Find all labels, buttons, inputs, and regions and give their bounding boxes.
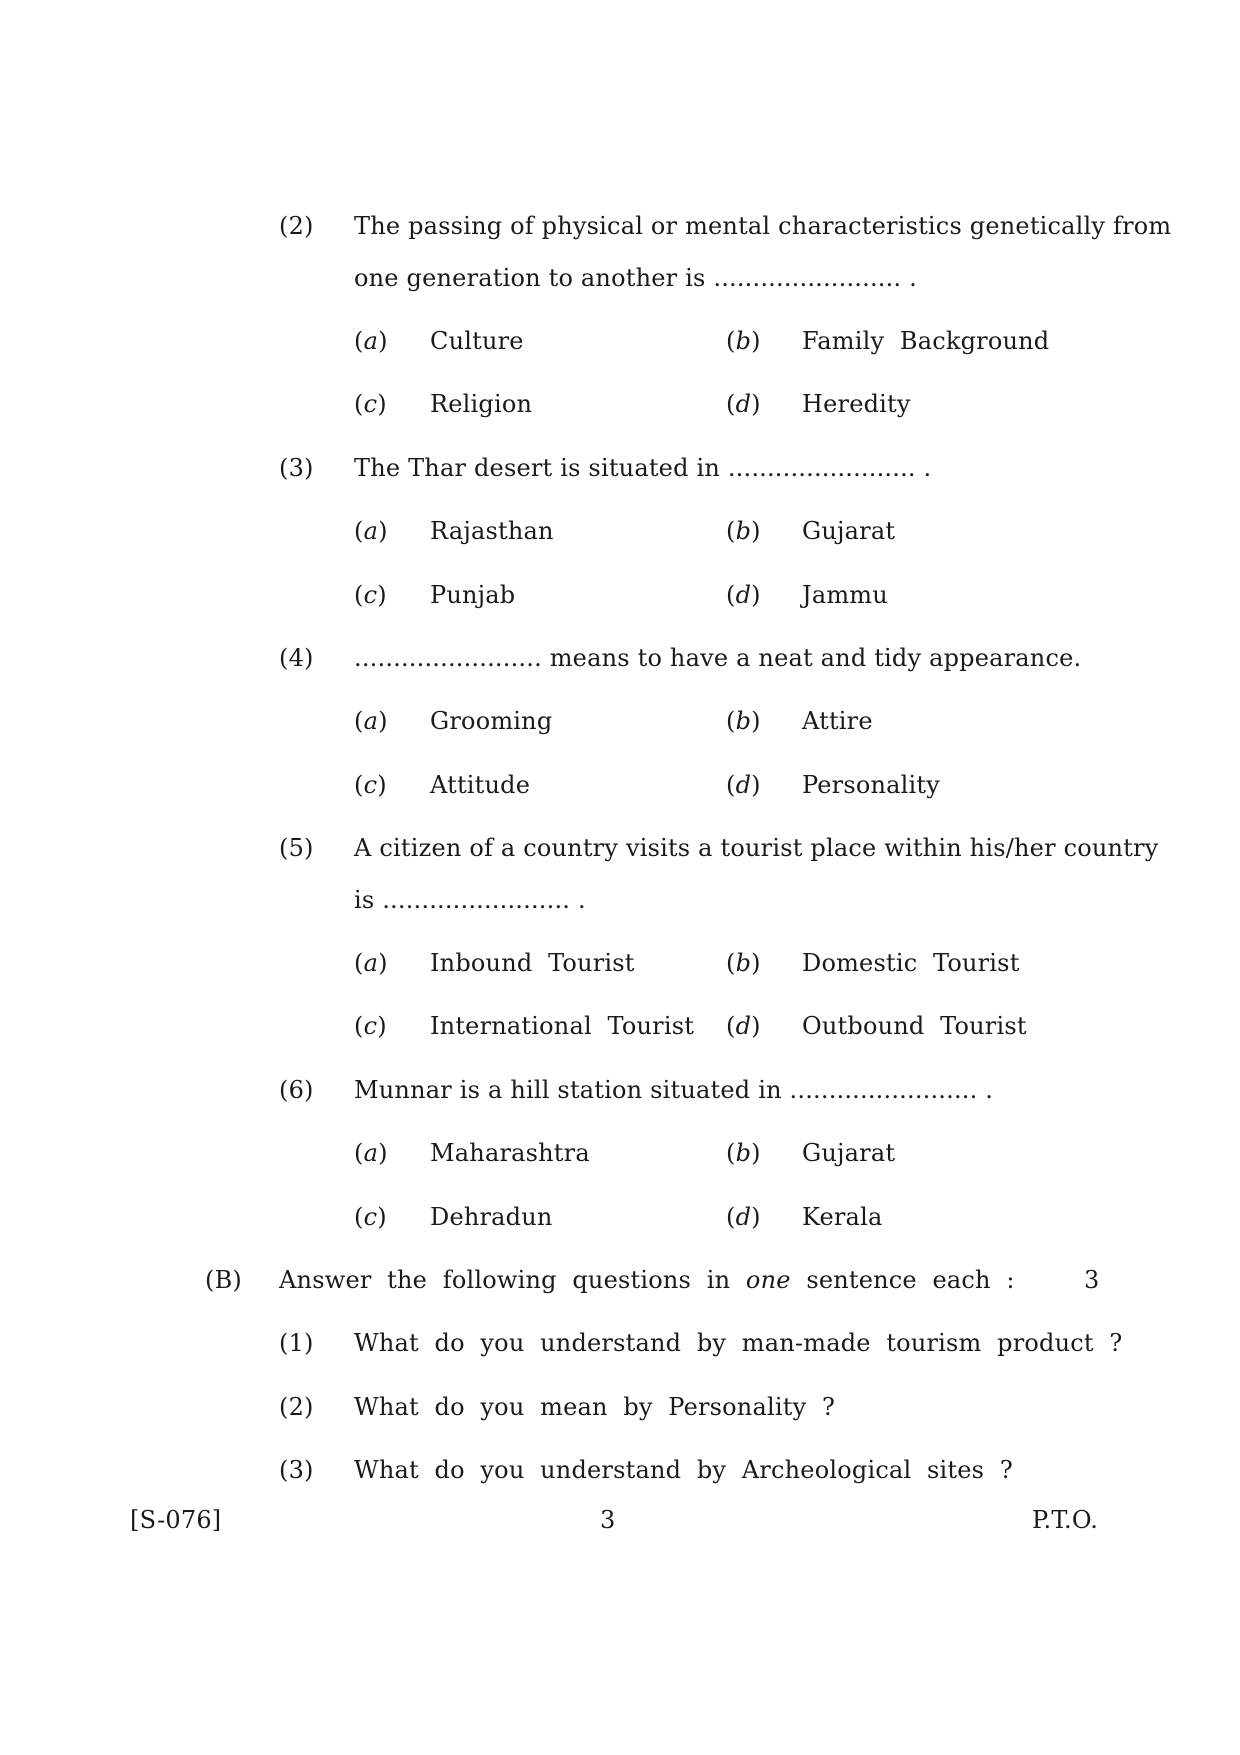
question-text-line: What do you understand by man-made tourism product ? xyxy=(354,1329,1123,1357)
paper-code: [S-076] xyxy=(130,1506,222,1534)
pto-label: P.T.O. xyxy=(1032,1506,1099,1534)
option-text: Punjab xyxy=(430,581,516,609)
question-text-line: Munnar is a hill station situated in ........................ . xyxy=(354,1076,994,1104)
option-label: (c) xyxy=(354,581,387,609)
option-label: (b) xyxy=(726,327,761,355)
question-text-line: A citizen of a country visits a tourist place within his/her country xyxy=(354,834,1159,862)
option-text: Inbound Tourist xyxy=(430,949,635,977)
question-number: (4) xyxy=(279,644,314,672)
section-marks: 3 xyxy=(1084,1266,1100,1294)
option-label: (b) xyxy=(726,707,761,735)
option-text: Outbound Tourist xyxy=(802,1012,1027,1040)
option-text: Family Background xyxy=(802,327,1050,355)
option-text: Maharashtra xyxy=(430,1139,590,1167)
option-text: Rajasthan xyxy=(430,517,554,545)
option-text: Religion xyxy=(430,390,533,418)
option-label: (a) xyxy=(354,327,388,355)
option-label: (d) xyxy=(726,1203,761,1231)
option-label: (b) xyxy=(726,949,761,977)
option-text: Attire xyxy=(802,707,873,735)
section-instruction: Answer the following questions in one sentence each : xyxy=(279,1266,1015,1294)
option-text: Kerala xyxy=(802,1203,883,1231)
option-label: (d) xyxy=(726,1012,761,1040)
option-label: (d) xyxy=(726,771,761,799)
question-text-line: The passing of physical or mental characteristics genetically from xyxy=(354,212,1172,240)
option-text: Attitude xyxy=(430,771,531,799)
option-text: Dehradun xyxy=(430,1203,553,1231)
option-label: (d) xyxy=(726,581,761,609)
option-text: Heredity xyxy=(802,390,911,418)
question-text-line: What do you understand by Archeological sites ? xyxy=(354,1456,1013,1484)
question-number: (1) xyxy=(279,1329,314,1357)
option-label: (a) xyxy=(354,949,388,977)
option-label: (a) xyxy=(354,517,388,545)
option-label: (d) xyxy=(726,390,761,418)
page-number: 3 xyxy=(600,1506,616,1534)
question-text-line: is ........................ . xyxy=(354,886,586,914)
section-label: (B) xyxy=(205,1266,242,1294)
option-text: Personality xyxy=(802,771,941,799)
option-text: Domestic Tourist xyxy=(802,949,1020,977)
option-label: (c) xyxy=(354,1012,387,1040)
question-text-line: What do you mean by Personality ? xyxy=(354,1393,836,1421)
question-text-line: one generation to another is ........................ . xyxy=(354,264,917,292)
option-text: International Tourist xyxy=(430,1012,695,1040)
question-number: (6) xyxy=(279,1076,314,1104)
question-number: (3) xyxy=(279,454,314,482)
question-text-line: ........................ means to have a neat and tidy appearance. xyxy=(354,644,1082,672)
question-number: (2) xyxy=(279,212,314,240)
option-label: (c) xyxy=(354,771,387,799)
question-text-line: The Thar desert is situated in ........................ . xyxy=(354,454,932,482)
option-label: (b) xyxy=(726,1139,761,1167)
question-number: (2) xyxy=(279,1393,314,1421)
question-number: (3) xyxy=(279,1456,314,1484)
option-text: Jammu xyxy=(802,581,888,609)
option-label: (c) xyxy=(354,390,387,418)
option-label: (b) xyxy=(726,517,761,545)
question-number: (5) xyxy=(279,834,314,862)
option-label: (c) xyxy=(354,1203,387,1231)
option-text: Gujarat xyxy=(802,517,896,545)
option-text: Grooming xyxy=(430,707,553,735)
option-text: Culture xyxy=(430,327,524,355)
option-text: Gujarat xyxy=(802,1139,896,1167)
option-label: (a) xyxy=(354,1139,388,1167)
option-label: (a) xyxy=(354,707,388,735)
